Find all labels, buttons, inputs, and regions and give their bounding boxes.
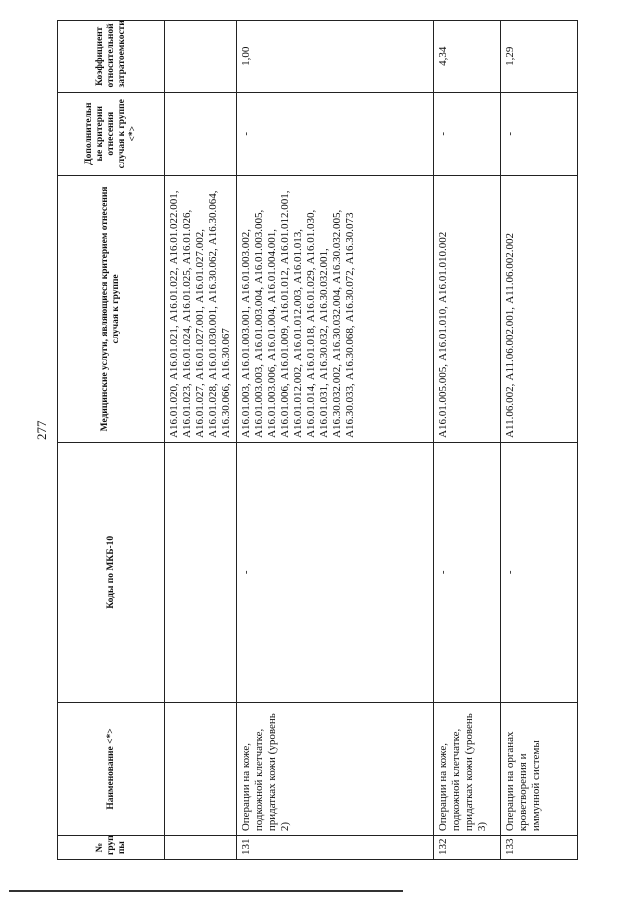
header-group-no: № груп пы xyxy=(58,836,165,860)
cell-additional: - xyxy=(434,92,501,175)
cell-icd-codes: - xyxy=(434,442,501,702)
cell-services: A16.01.005.005, A16.01.010, A16.01.010.002 xyxy=(434,175,501,442)
table-row xyxy=(501,21,578,860)
cell-services: A11.06.002, A11.06.002.001, A11.06.002.002 xyxy=(501,175,578,442)
cell-services: A16.01.003, A16.01.003.001, A16.01.003.002, A16.01.003.003, A16.01.003.004, A16.01.003.005, A16.01.003.006, A16.01.004, A16.01.004.001, A16.01.006, A16.01.009, A16.01.012, A16.01.012.001, A16.01.012.002, A16.01.012.003, A16.01.013, A16.01.014, A16.01.018, A16.01.029, A16.01.030, A16.01.031, A16.30.032, A16.30.032.001, A16.30.032.002, A16.30.032.004, A16.30.032.005, A16.30.033, A16.30.068, A16.30.072, A16.30.073 xyxy=(237,175,434,442)
table-header-row xyxy=(58,21,165,860)
cell-group-no: 133 xyxy=(501,836,578,860)
cell-name xyxy=(165,702,237,835)
cell-services: A16.01.020, A16.01.021, A16.01.022, A16.01.022.001, A16.01.023, A16.01.024, A16.01.025, A16.01.026, A16.01.027, A16.01.027.001, A16.01.027.002, A16.01.028, A16.01.030.001, A16.30.062, A16.30.064, A16.30.066, A16.30.067 xyxy=(165,175,237,442)
cell-coefficient: 1,00 xyxy=(237,21,434,93)
table-row xyxy=(237,21,434,860)
cell-group-no: 132 xyxy=(434,836,501,860)
rotated-page-area xyxy=(57,0,640,855)
page-bottom-rule xyxy=(9,890,403,892)
cell-group-no: 131 xyxy=(237,836,434,860)
cell-additional: - xyxy=(237,92,434,175)
table-row xyxy=(165,21,237,860)
cell-group-no xyxy=(165,836,237,860)
cell-additional xyxy=(165,92,237,175)
page-number: 277 xyxy=(34,420,49,440)
cell-name: Операции на органах кроветворения и иммунной системы xyxy=(501,702,578,835)
header-coefficient: Коэффициент относительной затратоемкости xyxy=(58,21,165,93)
rotated-table-container xyxy=(57,20,585,860)
header-name: Наименование <*> xyxy=(58,702,165,835)
cell-icd-codes: - xyxy=(237,442,434,702)
cell-name: Операции на коже, подкожной клетчатке, придатках кожи (уровень 2) xyxy=(237,702,434,835)
cell-additional: - xyxy=(501,92,578,175)
groups-table xyxy=(57,20,578,860)
cell-coefficient: 4,34 xyxy=(434,21,501,93)
cell-name: Операции на коже, подкожной клетчатке, придатках кожи (уровень 3) xyxy=(434,702,501,835)
cell-coefficient xyxy=(165,21,237,93)
table-row xyxy=(434,21,501,860)
cell-coefficient: 1,29 xyxy=(501,21,578,93)
header-services: Медицинские услуги, являющиеся критерием отнесения случая к группе xyxy=(58,175,165,442)
cell-icd-codes xyxy=(165,442,237,702)
cell-icd-codes: - xyxy=(501,442,578,702)
header-additional-criteria: Дополнительн ые критерии отнесения случая к группе <*> xyxy=(58,92,165,175)
header-icd-codes: Коды по МКБ-10 xyxy=(58,442,165,702)
